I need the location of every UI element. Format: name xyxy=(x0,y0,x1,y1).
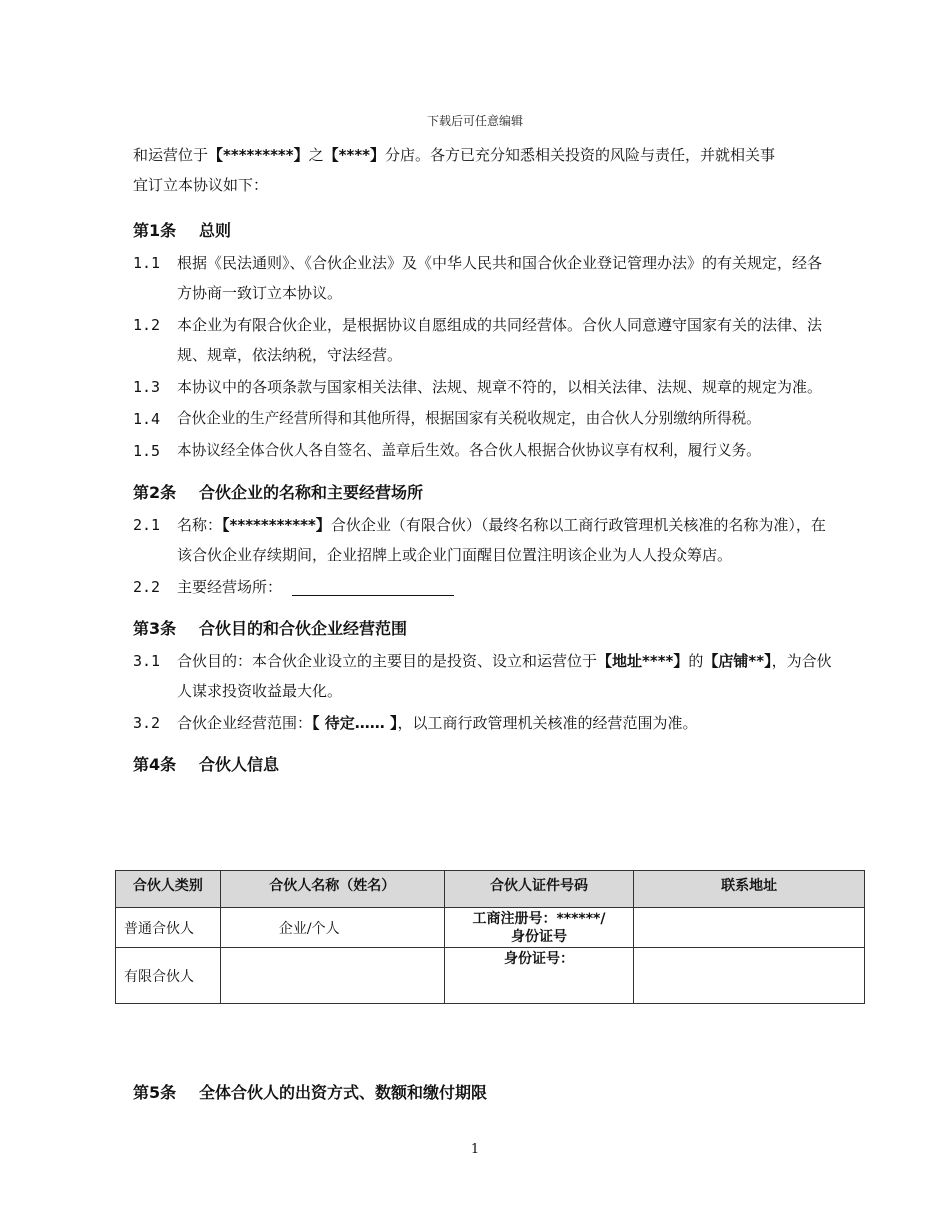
intro-text: 分店。各方已充分知悉相关投资的风险与责任，并就相关事 xyxy=(385,146,776,164)
clause-text: 名称： xyxy=(177,516,223,534)
clause-1-1 xyxy=(133,248,833,308)
clause-text: 合伙目的：本合伙企业设立的主要目的是投资、设立和运营位于 xyxy=(177,652,598,670)
section-1-heading xyxy=(133,216,833,246)
section-number: 第1条 xyxy=(133,221,177,240)
clause-number: 1.4 xyxy=(133,410,161,428)
clause-text: 本协议经全体合伙人各自签名、盖章后生效。各合伙人根据合伙协议享有权利，履行义务。 xyxy=(177,442,761,459)
partner-type-cell: 普通合伙人 xyxy=(116,908,221,948)
clause-text: 的 xyxy=(688,652,704,670)
intro-placeholder: 【*********】 xyxy=(208,146,309,164)
table-header-row xyxy=(116,871,865,908)
column-header: 联系地址 xyxy=(634,871,865,908)
section-title: 合伙目的和合伙企业经营范围 xyxy=(199,619,408,638)
id-label: 身份证号： xyxy=(503,951,574,967)
header-note: 下载后可任意编辑 xyxy=(426,114,523,128)
section-title: 总则 xyxy=(199,221,232,240)
clause-number: 1.1 xyxy=(133,254,161,272)
clause-text: ，为合伙人谋求投资收益最大化。 xyxy=(177,652,832,700)
section-number: 第5条 xyxy=(133,1083,177,1102)
column-header: 合伙人证件号码 xyxy=(444,871,634,908)
clause-text: 合伙企业的生产经营所得和其他所得，根据国家有关税收规定，由合伙人分别缴纳所得税。 xyxy=(177,410,761,427)
clause-3-2 xyxy=(133,708,833,738)
table-row xyxy=(116,948,865,1004)
id-label: 工商注册号：******/ xyxy=(472,911,606,927)
clause-text: 主要经营场所： xyxy=(177,578,283,596)
column-header: 合伙人名称（姓名） xyxy=(220,871,444,908)
clause-number: 1.3 xyxy=(133,378,161,396)
clause-text: 合伙企业（有限合伙）（最终名称以工商行政管理机关核准的名称为准），在该合伙企业存续期间，企业招牌上或企业门面醒目位置注明该企业为人人投众筹店。 xyxy=(177,516,826,564)
document-body xyxy=(133,140,833,780)
clause-1-5 xyxy=(133,436,833,466)
intro-text: 宜订立本协议如下： xyxy=(133,176,269,194)
partner-id-cell xyxy=(444,908,634,948)
clause-number: 1.2 xyxy=(133,316,161,334)
partner-name-cell xyxy=(220,948,444,1004)
clause-text: 合伙企业经营范围： xyxy=(177,714,313,732)
table-row xyxy=(116,908,865,948)
intro-text: 和运营位于 xyxy=(133,146,209,164)
store-placeholder: 【店铺**】 xyxy=(703,652,772,670)
section-number: 第3条 xyxy=(133,619,177,638)
clause-number: 1.5 xyxy=(133,442,161,460)
id-label: 身份证号 xyxy=(510,929,567,945)
clause-text: 本企业为有限合伙企业，是根据协议自愿组成的共同经营体。合伙人同意遵守国家有关的法律、法规、规章，依法纳税，守法经营。 xyxy=(177,316,823,364)
partners-table xyxy=(115,870,865,1004)
intro-placeholder: 【****】 xyxy=(323,146,386,164)
section-3-heading xyxy=(133,614,833,644)
partner-id-cell xyxy=(444,948,634,1004)
name-placeholder: 【***********】 xyxy=(222,516,331,534)
clause-number: 2.2 xyxy=(133,578,161,596)
section-5-heading xyxy=(133,1078,487,1108)
clause-number: 3.1 xyxy=(133,652,161,670)
clause-number: 2.1 xyxy=(133,516,161,534)
partner-type-cell: 有限合伙人 xyxy=(116,948,221,1004)
clause-3-1 xyxy=(133,646,833,706)
page-number: 1 xyxy=(470,1142,480,1157)
section-4-heading xyxy=(133,750,833,780)
clause-text: 根据《民法通则》、《合伙企业法》及《中华人民共和国合伙企业登记管理办法》的有关规定，经各方协商一致订立本协议。 xyxy=(177,254,823,302)
clause-1-4 xyxy=(133,404,833,434)
clause-number: 3.2 xyxy=(133,714,161,732)
address-blank-line[interactable] xyxy=(292,579,454,596)
section-number: 第2条 xyxy=(133,483,177,502)
section-title: 合伙人信息 xyxy=(199,755,280,774)
clause-1-2 xyxy=(133,310,833,370)
section-2-heading xyxy=(133,478,833,508)
clause-2-2 xyxy=(133,572,833,602)
clause-2-1 xyxy=(133,510,833,570)
clause-text: 本协议中的各项条款与国家相关法律、法规、规章不符的，以相关法律、法规、规章的规定为准。 xyxy=(177,378,823,396)
column-header: 合伙人类别 xyxy=(116,871,221,908)
clause-text: ，以工商行政管理机关核准的经营范围为准。 xyxy=(397,714,698,732)
scope-placeholder: 【 待定…… 】 xyxy=(312,714,398,732)
section-title: 全体合伙人的出资方式、数额和缴付期限 xyxy=(199,1083,488,1102)
clause-1-3 xyxy=(133,372,833,402)
partner-name-cell: 企业/个人 xyxy=(220,908,444,948)
address-cell xyxy=(634,908,865,948)
intro-text: 之 xyxy=(308,146,324,164)
section-title: 合伙企业的名称和主要经营场所 xyxy=(199,483,424,502)
section-number: 第4条 xyxy=(133,755,177,774)
address-placeholder: 【地址****】 xyxy=(597,652,689,670)
address-cell xyxy=(634,948,865,1004)
intro-paragraph xyxy=(133,140,833,200)
